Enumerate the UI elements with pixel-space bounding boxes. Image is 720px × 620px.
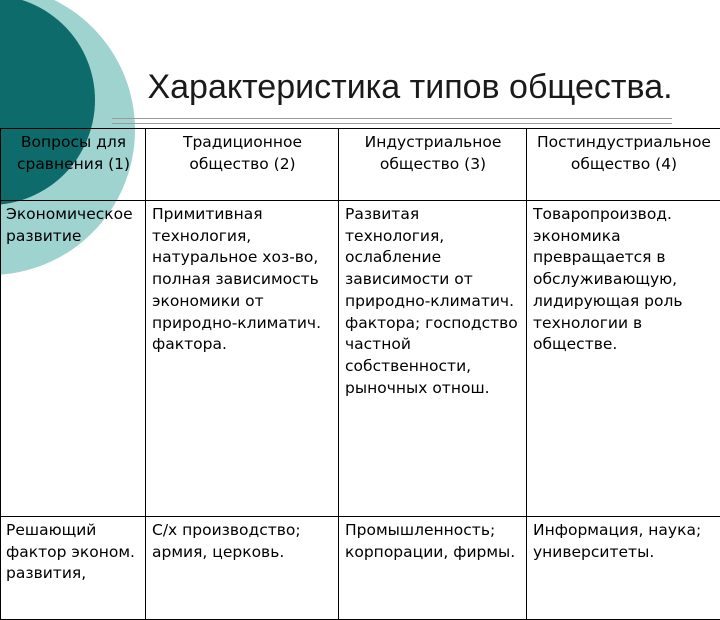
row-label-economic-development: Экономическое развитие bbox=[1, 201, 146, 517]
table-header-row bbox=[1, 129, 720, 201]
table-row bbox=[1, 201, 720, 517]
title-divider bbox=[112, 118, 672, 124]
header-cell-industrial: Индустриальное общество (3) bbox=[339, 129, 527, 201]
table-cell: Товаропроизвод. экономика превращается в обслуживающую, лидирующая роль технологии в обществе. bbox=[527, 201, 720, 517]
header-cell-criteria: Вопросы для сравнения (1) bbox=[1, 129, 146, 201]
table-cell: Информация, наука; университеты. bbox=[527, 517, 720, 620]
slide-title: Характеристика типов общества. bbox=[110, 68, 710, 107]
table-row bbox=[1, 517, 720, 620]
table-cell: Развитая технология, ослабление зависимости от природно-климатич. фактора; господство частной собственности, рыночных отнош. bbox=[339, 201, 527, 517]
header-cell-postindustrial: Постиндустриальное общество (4) bbox=[527, 129, 720, 201]
table-cell: Промышленность; корпорации, фирмы. bbox=[339, 517, 527, 620]
header-cell-traditional: Традиционное общество (2) bbox=[146, 129, 339, 201]
table-cell: С/х производство; армия, церковь. bbox=[146, 517, 339, 620]
table-cell: Примитивная технология, натуральное хоз-во, полная зависимость экономики от природно-климатич. фактора. bbox=[146, 201, 339, 517]
comparison-table bbox=[0, 128, 720, 620]
row-label-decisive-factor: Решающий фактор эконом. развития, bbox=[1, 517, 146, 620]
